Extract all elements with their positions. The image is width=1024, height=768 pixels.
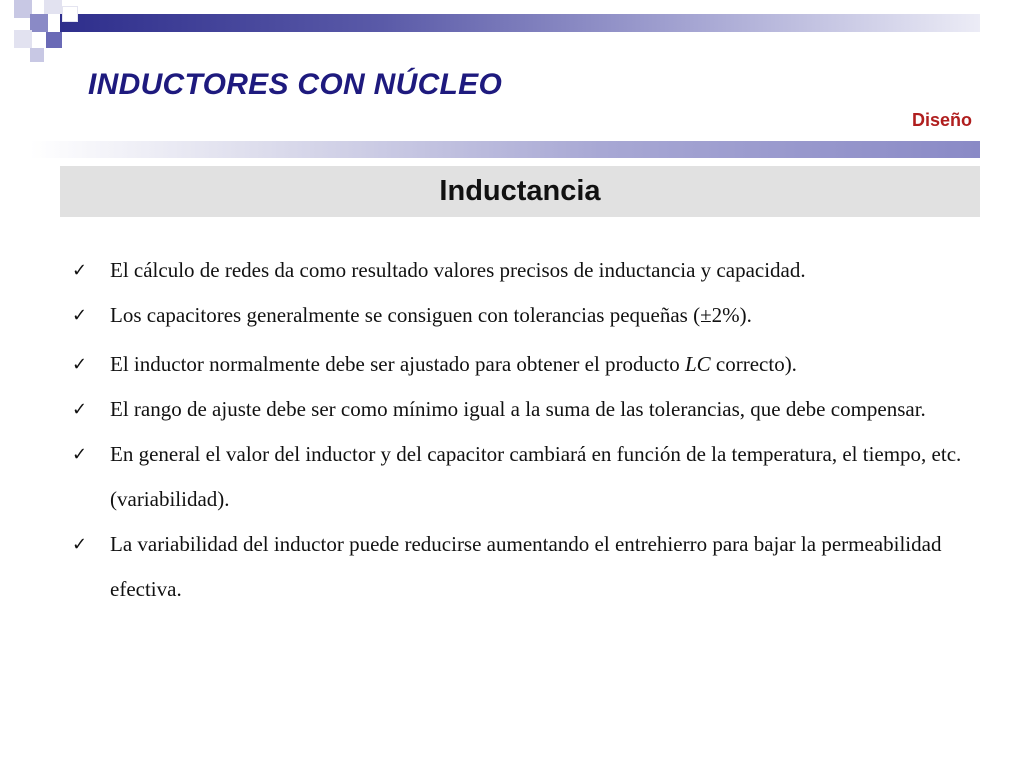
section-label: Diseño xyxy=(911,110,972,130)
list-item xyxy=(72,387,972,432)
bullet-text: En general el valor del inductor y del capacitor cambiará en función de la temperatura, el tiempo, etc. (variabilidad). xyxy=(110,442,962,511)
checkmark-icon: ✓ xyxy=(72,354,88,375)
bullet-text: El cálculo de redes da como resultado valores precisos de inductancia y capacidad. xyxy=(110,258,806,282)
bullet-list xyxy=(72,248,972,612)
list-item xyxy=(72,342,972,387)
list-item xyxy=(72,293,972,338)
bullet-text: La variabilidad del inductor puede reducirse aumentando el entrehierro para bajar la permeabilidad efectiva. xyxy=(110,532,942,601)
checkmark-icon: ✓ xyxy=(72,444,88,465)
top-gradient-bar xyxy=(60,14,980,32)
checkmark-icon: ✓ xyxy=(72,260,88,281)
bullet-text: El inductor normalmente debe ser ajustado para obtener el producto LC correcto). xyxy=(110,352,797,376)
checkmark-icon: ✓ xyxy=(72,399,88,420)
list-item xyxy=(72,248,972,293)
heading-band xyxy=(60,166,980,217)
checkmark-icon: ✓ xyxy=(72,534,88,555)
list-item xyxy=(72,432,972,522)
page-title: INDUCTORES CON NÚCLEO xyxy=(88,68,503,101)
list-item xyxy=(72,522,972,612)
slide-heading: Inductancia xyxy=(439,175,601,207)
sub-gradient-bar xyxy=(30,141,980,158)
checkmark-icon: ✓ xyxy=(72,305,88,326)
bullet-text: Los capacitores generalmente se consiguen con tolerancias pequeñas (±2%). xyxy=(110,303,752,327)
bullet-text: El rango de ajuste debe ser como mínimo igual a la suma de las tolerancias, que debe compensar. xyxy=(110,397,926,421)
